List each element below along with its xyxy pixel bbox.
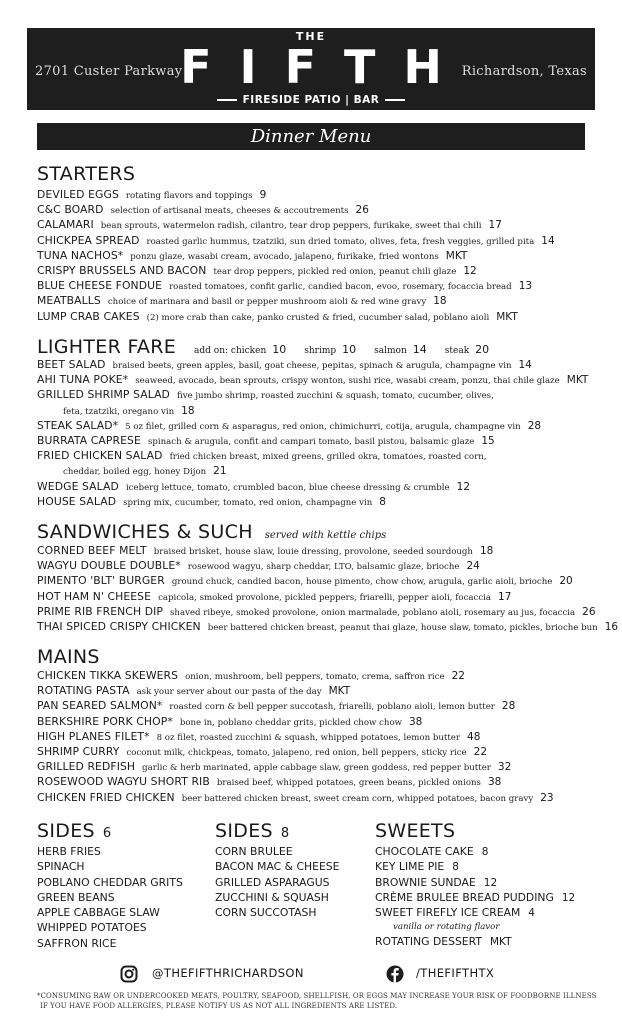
item-price: 20	[559, 575, 573, 588]
section-title-starters	[37, 163, 135, 185]
item-description: 8 oz filet, roasted zucchini & squash, whipped potatoes, lemon butter	[156, 732, 461, 743]
item-price: 26	[355, 204, 369, 217]
sandwiches-note: served with kettle chips	[264, 530, 387, 541]
sides-8-price: 8	[280, 826, 290, 841]
dessert-name: ROTATING DESSERT	[375, 935, 482, 949]
item-description: braised beef, whipped potatoes, green beans, pickled onions	[216, 778, 481, 789]
menu-item	[37, 356, 597, 371]
address: 2701 Custer Parkway	[35, 64, 183, 79]
item-description: tear drop peppers, pickled red onion, peanut chili glaze	[213, 266, 457, 277]
sweets-column	[375, 820, 575, 950]
item-name: GRILLED REDFISH	[37, 760, 136, 774]
instagram-handle[interactable]: @THEFIFTHRICHARDSON	[152, 966, 304, 980]
instagram-icon[interactable]	[120, 965, 138, 983]
menu-item	[37, 462, 597, 477]
item-description: coconut milk, chickpeas, tomato, jalapeno, red onion, bell peppers, sticky rice	[126, 747, 467, 758]
side-item: CORN SUCCOTASH	[215, 906, 317, 920]
item-price: 23	[540, 791, 554, 804]
addon-shrimp-label: shrimp	[304, 346, 337, 356]
menu-item	[37, 743, 597, 758]
item-name: ROTATING PASTA	[37, 684, 130, 698]
social-links	[0, 965, 622, 985]
item-price: 38	[487, 776, 502, 789]
dessert-price: 8	[481, 846, 489, 858]
sides-6-column	[37, 820, 183, 951]
item-price: 18	[433, 295, 447, 308]
dessert-price: 4	[528, 907, 535, 920]
addon-chicken-price: 10	[272, 343, 287, 356]
item-price: MKT	[445, 249, 468, 262]
item-name: TUNA NACHOS*	[37, 248, 124, 262]
side-item: ZUCCHINI & SQUASH	[215, 890, 329, 904]
sides-6-title: SIDES	[37, 820, 95, 842]
dessert-item	[375, 934, 575, 949]
item-description: ponzu glaze, wasabi cream, avocado, jalapeno, furikake, fried wontons	[130, 251, 439, 262]
item-description: feta, tzatziki, oregano vin	[63, 406, 175, 417]
menu-item	[37, 216, 597, 231]
side-item: GRILLED ASPARAGUS	[215, 875, 330, 889]
menu-item	[37, 371, 597, 386]
item-name: CHICKEN FRIED CHICKEN	[37, 790, 175, 804]
item-description: roasted garlic hummus, tzatziki, sun dried tomato, olives, feta, fresh veggies, grilled pita	[146, 236, 535, 247]
item-description: spring mix, cucumber, tomato, red onion, champagne vin	[123, 497, 373, 508]
item-description: spinach & arugula, confit and campari tomato, basil pistou, balsamic glaze	[147, 436, 475, 447]
item-description: roasted corn & bell pepper succotash, friarelli, poblano aioli, lemon butter	[169, 702, 495, 713]
menu-item	[37, 728, 597, 743]
item-price: 17	[498, 590, 512, 603]
menu-item	[37, 697, 597, 712]
item-name: LUMP CRAB CAKES	[37, 309, 140, 323]
item-name: STEAK SALAD*	[37, 418, 119, 432]
logo-the: THE	[295, 30, 327, 43]
item-price: 18	[181, 404, 195, 417]
menu-item	[37, 542, 597, 557]
sides-6-list	[37, 844, 183, 951]
item-description: beer battered chicken breast, sweet cream corn, whipped potatoes, bacon gravy	[181, 793, 534, 804]
item-description: braised brisket, house slaw, louie dressing, provolone, seeded sourdough	[153, 547, 473, 557]
tagline-text: FIRESIDE PATIO | BAR	[242, 94, 380, 106]
menu-item	[37, 447, 597, 462]
item-description: ask your server about our pasta of the day	[136, 687, 322, 698]
dessert-name: SWEET FIREFLY ICE CREAM	[375, 906, 521, 920]
side-item: GREEN BEANS	[37, 890, 115, 904]
menu-item	[37, 618, 619, 633]
dessert-item	[375, 844, 575, 859]
addon-steak-price: 20	[475, 343, 490, 356]
item-name: HIGH PLANES FILET*	[37, 729, 150, 743]
item-name: AHI TUNA POKE*	[37, 373, 129, 387]
menu-item	[37, 262, 597, 277]
starters-list	[37, 186, 597, 323]
sweets-title: SWEETS	[375, 820, 456, 842]
addon-shrimp-price: 10	[342, 343, 357, 356]
item-price: MKT	[566, 374, 589, 387]
item-description: choice of marinara and basil or pepper mushroom aioli & red wine gravy	[107, 297, 427, 308]
item-price: 26	[582, 605, 596, 618]
item-price: MKT	[328, 685, 351, 698]
item-description: (2) more crab than cake, panko crusted & fried, cucumber salad, poblano aioli	[146, 312, 490, 323]
disclaimer	[37, 991, 597, 1011]
item-name: BLUE CHEESE FONDUE	[37, 279, 163, 293]
mains-title: MAINS	[37, 646, 100, 668]
menu-item	[37, 201, 597, 216]
menu-item	[37, 713, 597, 728]
dessert-name: BROWNIE SUNDAE	[375, 875, 476, 889]
item-name: BEET SALAD	[37, 358, 106, 371]
menu-item	[37, 758, 597, 773]
item-price: 32	[497, 761, 512, 774]
item-description: shaved ribeye, smoked provolone, onion marmalade, poblano aioli, rosemary au jus, focaccia	[170, 607, 576, 618]
menu-item	[37, 588, 597, 603]
add-on-options	[194, 343, 507, 356]
side-item: SPINACH	[37, 860, 85, 874]
sandwiches-list	[37, 542, 619, 633]
side-item: CORN BRULEE	[215, 845, 293, 858]
side-item: POBLANO CHEDDAR GRITS	[37, 875, 183, 889]
item-name: ROSEWOOD WAGYU SHORT RIB	[37, 775, 210, 789]
item-description: cheddar, boiled egg, honey Dijon	[63, 467, 207, 478]
item-name: SHRIMP CURRY	[37, 744, 120, 758]
item-description: garlic & herb marinated, apple cabbage slaw, green goddess, red pepper butter	[142, 763, 491, 774]
menu-item	[37, 247, 597, 262]
item-description: rosewood wagyu, sharp cheddar, LTO, balsamic glaze, brioche	[187, 562, 460, 573]
addon-steak-label: steak	[444, 346, 470, 356]
item-description: ground chuck, candied bacon, house pimento, chow chow, arugula, garlic aioli, brioche	[171, 577, 553, 588]
item-price: 28	[527, 419, 542, 432]
item-name: GRILLED SHRIMP SALAD	[37, 388, 170, 402]
item-description: iceberg lettuce, tomato, crumbled bacon, blue cheese dressing & crumble	[125, 482, 450, 493]
item-name: PRIME RIB FRENCH DIP	[37, 604, 164, 618]
item-price: 9	[259, 189, 267, 201]
item-description: seaweed, avocado, bean sprouts, crispy wonton, sushi rice, wasabi cream, ponzu, thai chile glaze	[135, 376, 560, 387]
dessert-price: MKT	[489, 936, 512, 949]
side-item: HERB FRIES	[37, 845, 101, 858]
sides-8-column	[215, 820, 339, 920]
lighter-title: LIGHTER FARE	[37, 336, 177, 358]
disclaimer-line-2: IF YOU HAVE FOOD ALLERGIES, PLEASE NOTIFY US AS NOT ALL INGREDIENTS ARE LISTED.	[40, 1002, 398, 1010]
section-title-lighter-fare	[37, 336, 507, 358]
dessert-name: KEY LIME PIE	[375, 860, 445, 874]
sides-8-heading	[215, 820, 339, 844]
item-name: CORNED BEEF MELT	[37, 544, 147, 557]
menu-item	[37, 386, 597, 401]
item-description: roasted tomatoes, confit garlic, candied bacon, evoo, rosemary, focaccia bread	[169, 282, 512, 293]
item-name: WAGYU DOUBLE DOUBLE*	[37, 559, 181, 573]
menu-item	[37, 557, 597, 572]
item-price: 28	[501, 700, 516, 713]
item-description: fried chicken breast, mixed greens, grilled okra, tomatoes, roasted corn,	[169, 452, 487, 463]
item-name: CALAMARI	[37, 218, 94, 232]
lighter-fare-list	[37, 356, 597, 508]
item-name: CHICKEN TIKKA SKEWERS	[37, 669, 179, 682]
item-price: 22	[473, 745, 488, 758]
menu-item	[37, 186, 597, 201]
dessert-note: vanilla or rotating flavor	[393, 922, 500, 933]
item-description: beer battered chicken breast, peanut thai glaze, house slaw, tomato, pickles, brioche bun	[207, 622, 598, 633]
item-price: 21	[213, 465, 227, 478]
section-title-sandwiches	[37, 521, 386, 543]
dessert-item	[375, 875, 575, 890]
addon-chicken-label: add on: chicken	[194, 346, 267, 356]
item-name: MEATBALLS	[37, 294, 101, 308]
item-name: HOUSE SALAD	[37, 494, 117, 508]
sides-8-title: SIDES	[215, 820, 273, 842]
item-name: THAI SPICED CRISPY CHICKEN	[37, 619, 201, 633]
item-description: selection of artisanal meats, cheeses & accoutrements	[110, 206, 349, 217]
tagline-rule-right	[385, 99, 405, 101]
mains-list	[37, 667, 597, 804]
menu-header	[27, 28, 595, 110]
menu-item	[37, 478, 597, 493]
item-price: 16	[604, 620, 619, 633]
item-description: five jumbo shrimp, roasted zucchini & squash, tomato, cucumber, olives,	[176, 391, 494, 402]
item-price: 18	[479, 545, 494, 557]
logo-fifth: FIFTH	[180, 40, 470, 94]
sweets-heading	[375, 820, 575, 844]
item-description: bean sprouts, watermelon radish, cilantro, tear drop peppers, furikake, sweet thai chili	[100, 221, 482, 232]
sandwiches-title: SANDWICHES & SUCH	[37, 521, 253, 543]
facebook-handle[interactable]: /THEFIFTHTX	[416, 966, 495, 980]
menu-item	[37, 682, 597, 697]
dessert-price: 12	[483, 876, 498, 889]
item-price: 38	[408, 715, 423, 728]
item-description: braised beets, green apples, basil, goat cheese, pepitas, spinach & arugula, champagne vin	[112, 361, 512, 371]
item-name: C&C BOARD	[37, 203, 104, 217]
dessert-price: 8	[452, 861, 459, 874]
item-price: MKT	[496, 310, 518, 323]
item-name: PIMENTO 'BLT' BURGER	[37, 574, 165, 588]
menu-item	[37, 277, 597, 292]
item-name: FRIED CHICKEN SALAD	[37, 449, 163, 463]
side-item: SAFFRON RICE	[37, 936, 117, 950]
dessert-item	[375, 890, 575, 905]
menu-item	[37, 493, 597, 508]
menu-item	[37, 667, 597, 682]
menu-item	[37, 789, 597, 804]
side-item: BACON MAC & CHEESE	[215, 860, 340, 874]
menu-item	[37, 417, 597, 432]
item-price: 8	[379, 495, 386, 508]
sides-6-price: 6	[102, 826, 112, 841]
dessert-item	[375, 859, 575, 874]
disclaimer-line-1: *CONSUMING RAW OR UNDERCOOKED MEATS, POULTRY, SEAFOOD, SHELLFISH, OR EGGS MAY INCREASE YOUR RISK OF FOODBORNE ILLNESS	[37, 992, 597, 1000]
item-price: 15	[481, 434, 495, 447]
item-description: onion, mushroom, bell peppers, tomato, crema, saffron rice	[185, 672, 445, 682]
item-description: bone in, poblano cheddar grits, pickled chow chow	[179, 717, 402, 728]
dessert-name: CRÈME BRULEE BREAD PUDDING	[375, 890, 554, 904]
menu-item	[37, 308, 597, 323]
item-price: 14	[518, 359, 532, 371]
menu-item	[37, 432, 597, 447]
item-description: 5 oz filet, grilled corn & asparagus, red onion, chimichurri, cotija, arugula, champagne vin	[125, 421, 521, 432]
item-description: rotating flavors and toppings	[125, 191, 253, 201]
facebook-icon[interactable]	[386, 965, 404, 983]
item-description: capicola, smoked provolone, pickled peppers, friarelli, pepper aioli, focaccia	[158, 592, 492, 603]
menu-item	[37, 603, 597, 618]
tagline-rule-left	[217, 99, 237, 101]
sides-6-heading	[37, 820, 183, 844]
menu-item	[37, 402, 597, 417]
sweets-list	[375, 844, 575, 950]
item-name: WEDGE SALAD	[37, 479, 119, 493]
item-name: HOT HAM N' CHEESE	[37, 589, 152, 603]
section-title-mains	[37, 646, 100, 668]
starters-title: STARTERS	[37, 163, 136, 185]
menu-item	[37, 572, 597, 587]
dinner-menu-banner: Dinner Menu	[37, 123, 585, 150]
item-price: 48	[467, 730, 481, 743]
item-name: PAN SEARED SALMON*	[37, 699, 163, 713]
menu-item	[37, 292, 597, 307]
item-name: BURRATA CAPRESE	[37, 433, 141, 447]
item-price: 17	[488, 219, 502, 232]
item-price: 22	[451, 670, 465, 682]
dessert-name: CHOCOLATE CAKE	[375, 845, 474, 858]
side-item: APPLE CABBAGE SLAW	[37, 906, 160, 920]
item-name: CRISPY BRUSSELS AND BACON	[37, 263, 207, 277]
item-price: 13	[518, 280, 533, 293]
side-item: WHIPPED POTATOES	[37, 921, 147, 935]
item-price: 12	[463, 264, 477, 277]
item-name: DEVILED EGGS	[37, 188, 119, 201]
sides-8-list	[215, 844, 339, 920]
item-name: CHICKPEA SPREAD	[37, 233, 140, 247]
dessert-price: 12	[561, 891, 576, 904]
addon-salmon-label: salmon	[374, 346, 407, 356]
city: Richardson, Texas	[461, 64, 587, 79]
tagline	[27, 94, 595, 106]
item-price: 14	[541, 234, 555, 247]
menu-item	[37, 232, 597, 247]
item-name: BERKSHIRE PORK CHOP*	[37, 714, 173, 728]
item-price: 24	[466, 560, 480, 573]
dessert-item	[375, 905, 575, 920]
item-price: 12	[456, 480, 471, 493]
addon-salmon-price: 14	[412, 343, 427, 356]
menu-item	[37, 773, 597, 788]
